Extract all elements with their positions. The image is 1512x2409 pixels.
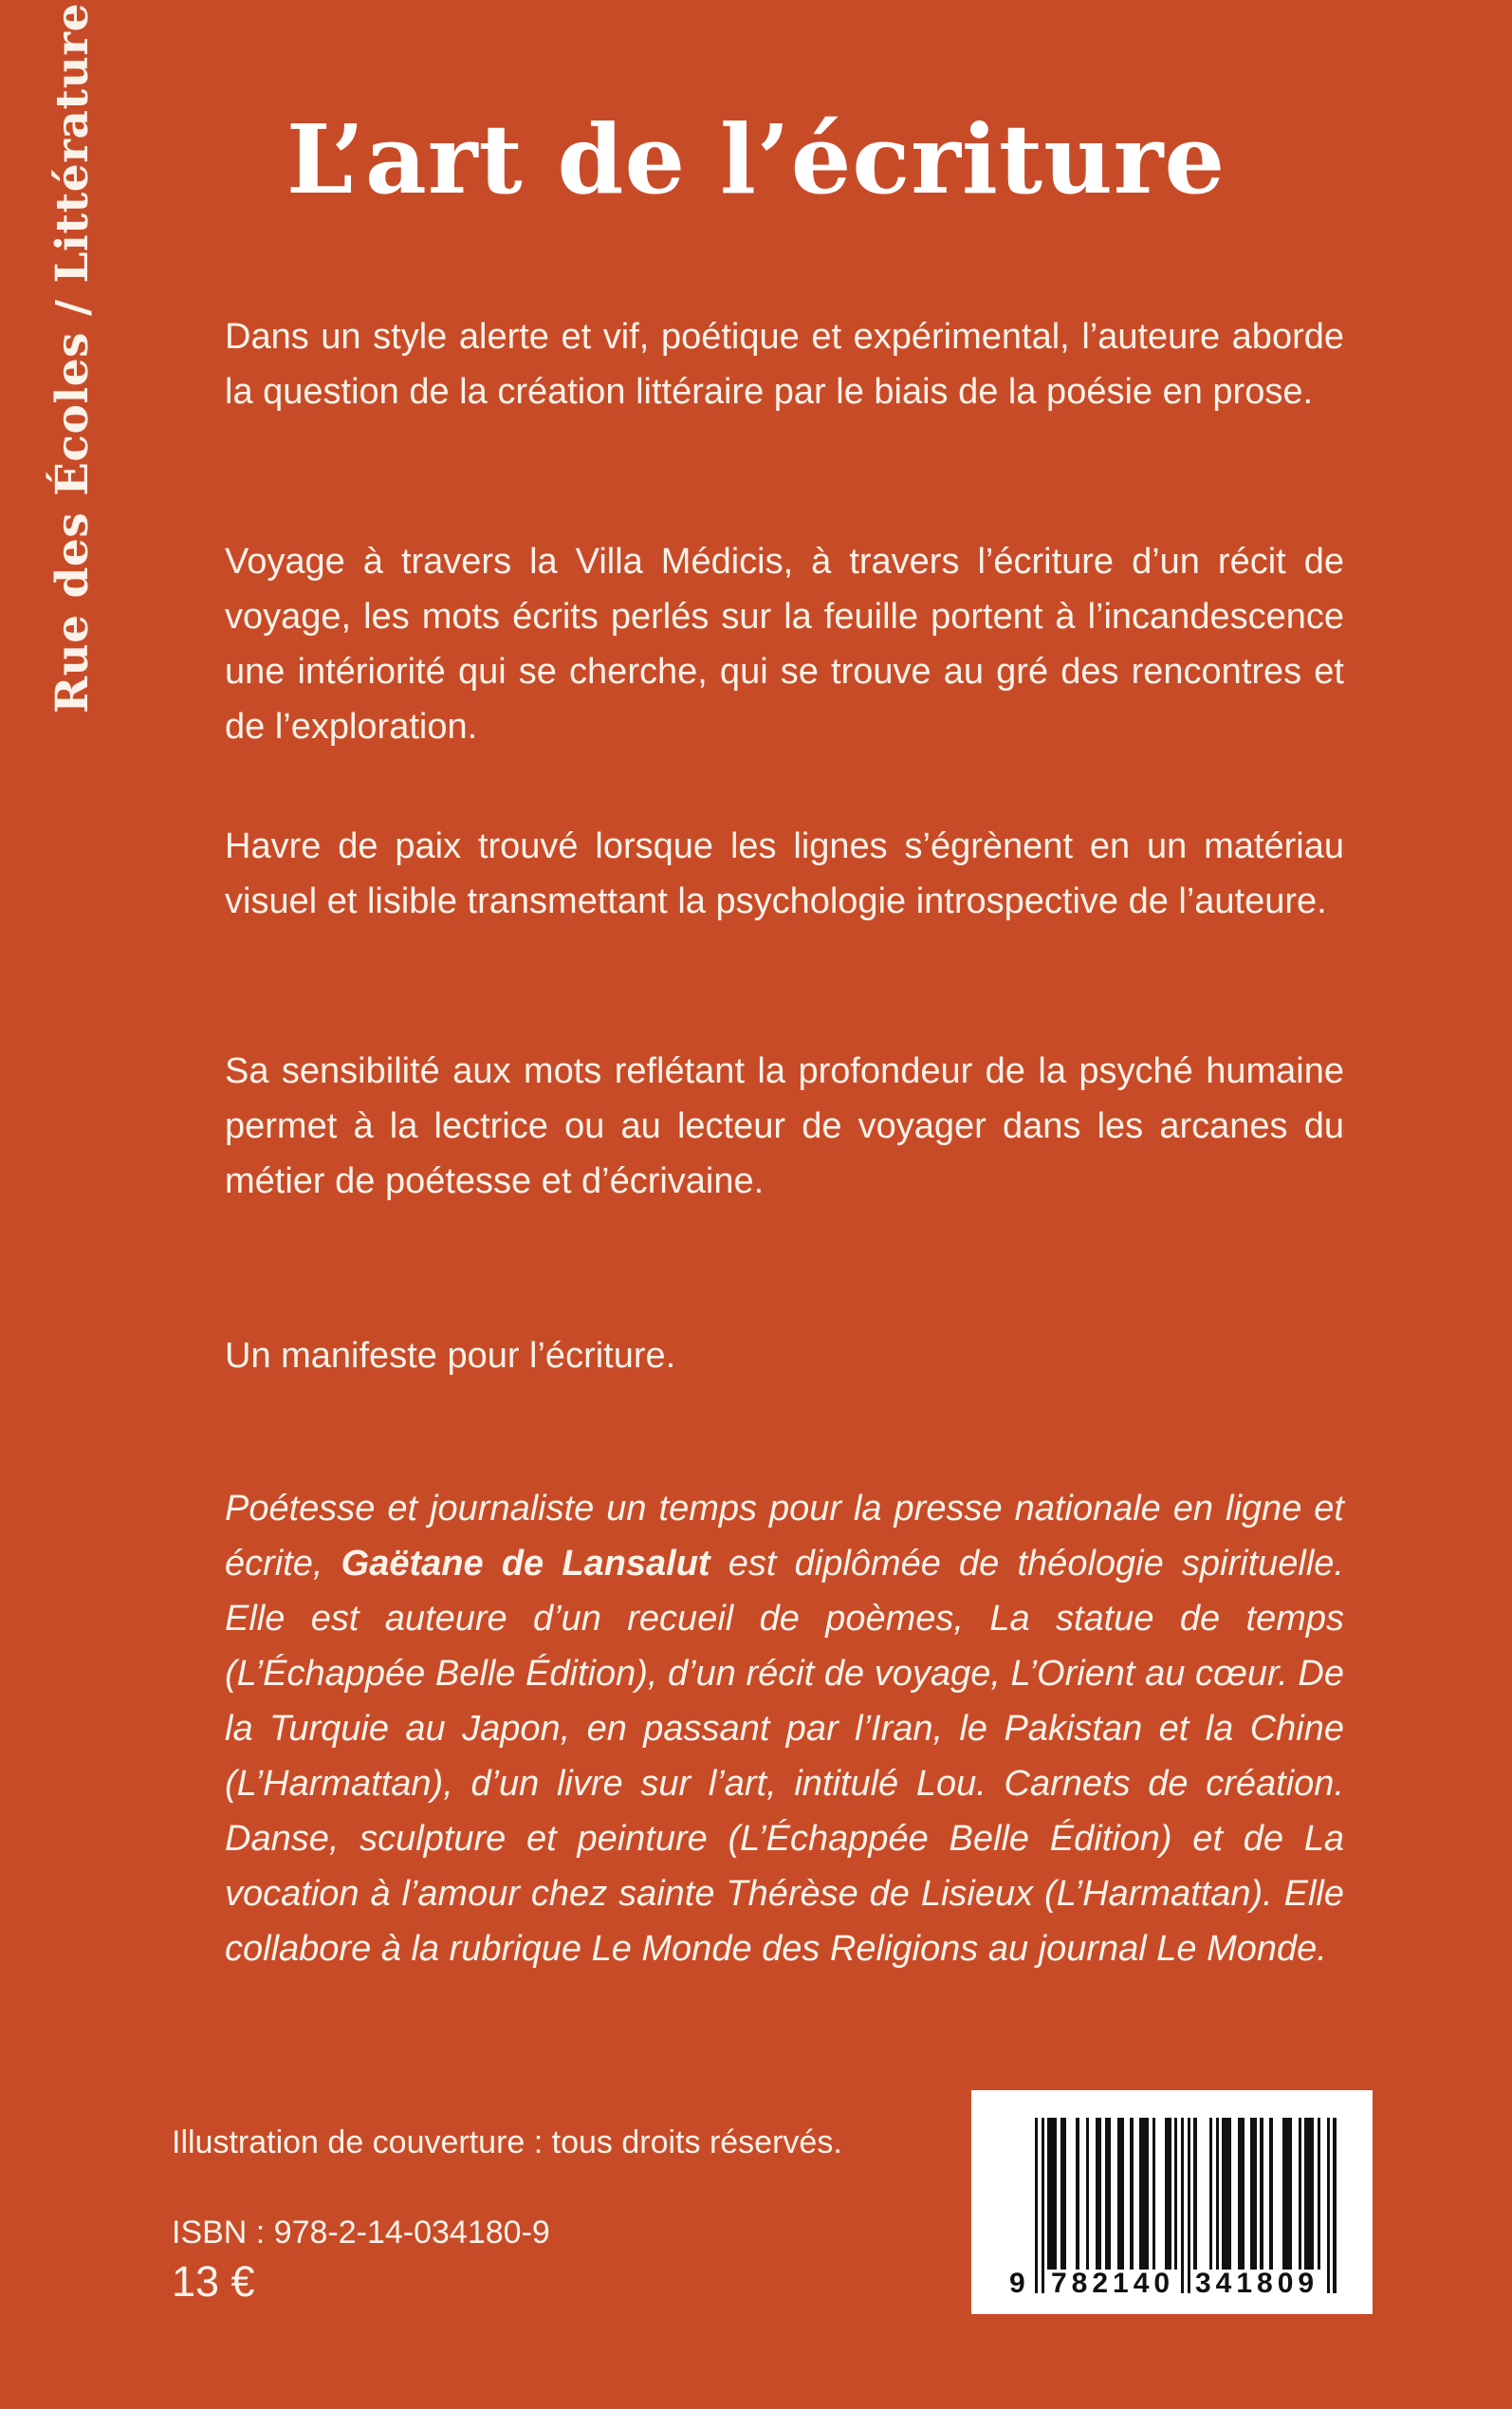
bio-text-before-name: Poétesse et journaliste un temps pour la presse nationale en ligne et écrite, [225,1489,1344,1584]
illustration-credit: Illustration de couverture : tous droits réservés. [172,2124,842,2160]
book-title: L’art de l’écriture [286,103,1226,215]
synopsis-paragraph-1: Dans un style alerte et vif, poétique et expérimental, l’auteure aborde la question de la création littéraire par le biais de la poésie en prose. [225,317,1344,412]
synopsis-paragraph-3: Havre de paix trouvé lorsque les lignes s’égrènent en un matériau visuel et lisible transmettant la psychologie introspective de l’auteure. [225,826,1344,921]
collection-spine-label: Rue des Écoles / Littérature [46,3,99,713]
barcode-digits-right: 341809 [1195,2268,1319,2299]
price-text: 13 € [172,2257,255,2306]
barcode [971,2090,1373,2314]
barcode-first-digit: 9 [1009,2268,1025,2299]
author-name: Gaëtane de Lansalut [341,1544,710,1584]
synopsis-paragraph-4: Sa sensibilité aux mots reflétant la profondeur de la psyché humaine permet à la lectrice ou au lecteur de voyager dans les arcanes du métier de poétesse et d’écrivaine. [225,1051,1344,1201]
barcode-digits-left: 782140 [1051,2268,1175,2299]
author-bio [225,1481,1344,1976]
synopsis-paragraph-2: Voyage à travers la Villa Médicis, à travers l’écriture d’un récit de voyage, les mots écrits perlés sur la feuille portent à l’incandescence une intériorité qui se cherche, qui se trouve au gré des rencontres et de l’exploration. [225,542,1344,747]
bio-text-after-name: est diplômée de théologie spirituelle. Elle est auteure d’un recueil de poèmes, La statue de temps (L’Échappée Belle Édition), d’un récit de voyage, L’Orient au cœur. De la Turquie au Japon, en passant par l’Iran, le Pakistan et la Chine (L’Harmattan), d’un livre sur l’art, intitulé Lou. Carnets de création. Danse, sculpture et peinture (L’Échappée Belle Édition) et de La vocation à l’amour chez sainte Thérèse de Lisieux (L’Harmattan). Elle collabore à la rubrique Le Monde des Religions au journal Le Monde. [225,1544,1344,1969]
synopsis-tagline: Un manifeste pour l’écriture. [225,1336,676,1376]
isbn-text: ISBN : 978-2-14-034180-9 [172,2214,550,2251]
